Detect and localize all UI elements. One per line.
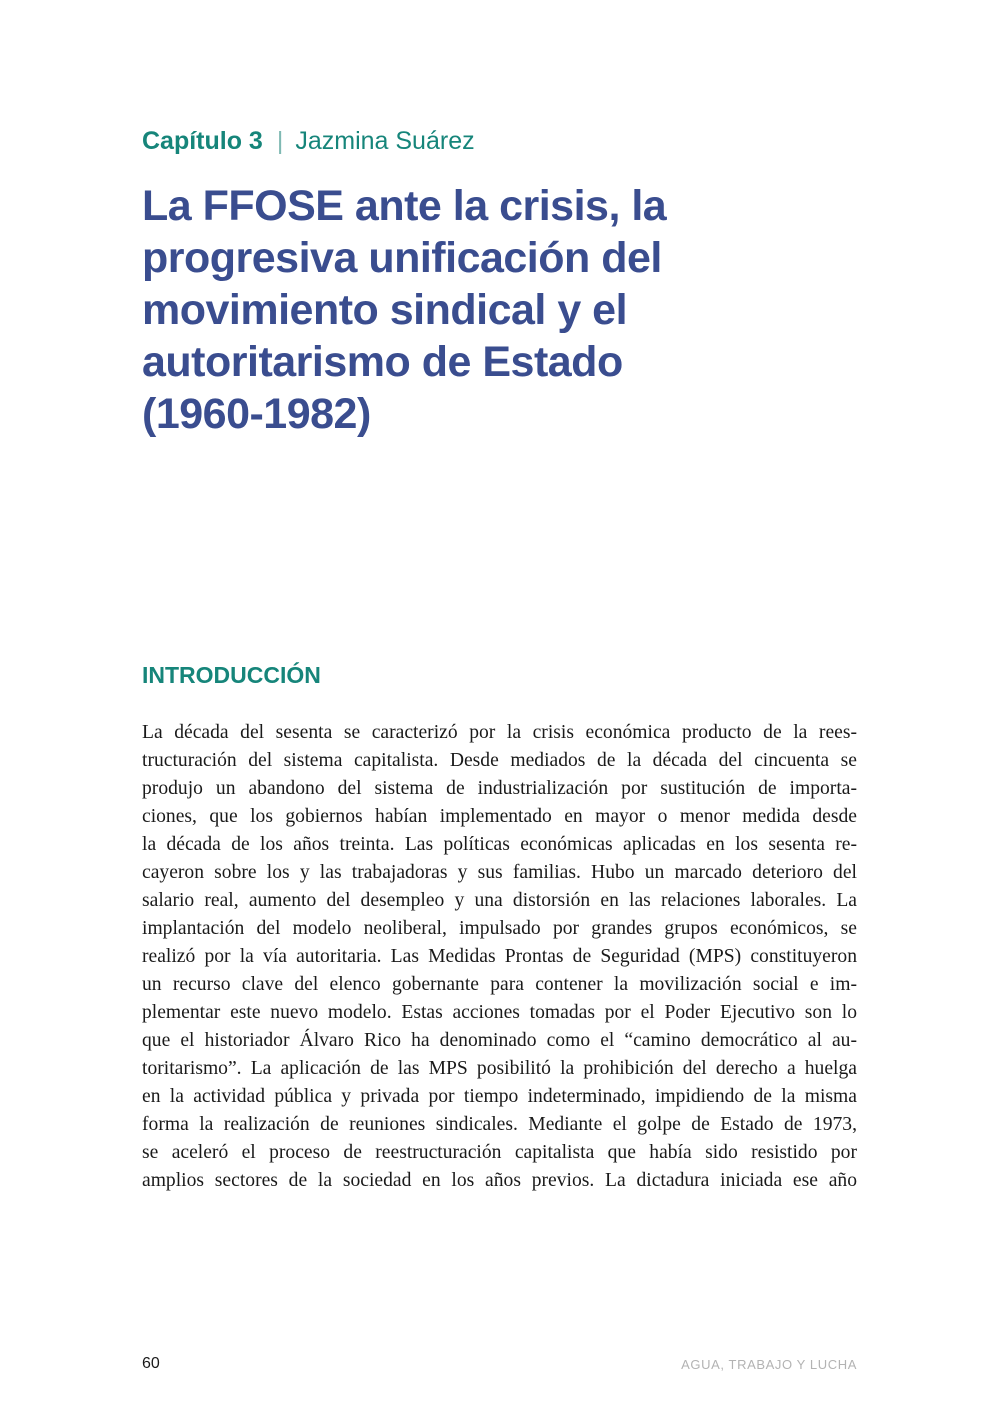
text-line: la década de los años treinta. Las políticas económicas aplicadas en los sesenta re- bbox=[142, 834, 857, 855]
text-line: salario real, aumento del desempleo y una distorsión en las relaciones laborales. La bbox=[142, 890, 857, 911]
title-line: autoritarismo de Estado bbox=[142, 338, 623, 386]
text-line: que el historiador Álvaro Rico ha denominado como el “camino democrático al au- bbox=[142, 1030, 857, 1051]
title-line: progresiva unificación del bbox=[142, 234, 662, 282]
text-line: se aceleró el proceso de reestructuración capitalista que había sido resistido por bbox=[142, 1142, 857, 1163]
section-heading: INTRODUCCIÓN bbox=[142, 662, 321, 688]
title-line: movimiento sindical y el bbox=[142, 286, 628, 334]
title-line: La FFOSE ante la crisis, la bbox=[142, 182, 667, 230]
running-footer-title: AGUA, TRABAJO Y LUCHA bbox=[681, 1357, 857, 1372]
body-paragraph bbox=[142, 719, 857, 1195]
text-line: plementar este nuevo modelo. Estas acciones tomadas por el Poder Ejecutivo son lo bbox=[142, 1002, 857, 1023]
text-line: tructuración del sistema capitalista. Desde mediados de la década del cincuenta se bbox=[142, 750, 857, 771]
header-separator: | bbox=[276, 127, 284, 155]
chapter-title bbox=[142, 180, 782, 440]
text-line: cayeron sobre los y las trabajadoras y sus familias. Hubo un marcado deterioro del bbox=[142, 862, 857, 883]
text-line: produjo un abandono del sistema de industrialización por sustitución de importa- bbox=[142, 778, 857, 799]
text-line: amplios sectores de la sociedad en los años previos. La dictadura iniciada ese año bbox=[142, 1170, 857, 1191]
text-line: un recurso clave del elenco gobernante para contener la movilización social e im- bbox=[142, 974, 857, 995]
chapter-number: Capítulo 3 bbox=[142, 127, 263, 155]
chapter-header bbox=[142, 124, 475, 158]
title-line: (1960-1982) bbox=[142, 390, 371, 438]
text-line: ciones, que los gobiernos habían implementado en mayor o menor medida desde bbox=[142, 806, 857, 827]
text-line: forma la realización de reuniones sindicales. Mediante el golpe de Estado de 1973, bbox=[142, 1114, 857, 1135]
chapter-author: Jazmina Suárez bbox=[295, 127, 475, 155]
text-line: toritarismo”. La aplicación de las MPS posibilitó la prohibición del derecho a huelga bbox=[142, 1058, 857, 1079]
text-line: realizó por la vía autoritaria. Las Medidas Prontas de Seguridad (MPS) constituyeron bbox=[142, 946, 857, 967]
text-line: La década del sesenta se caracterizó por la crisis económica producto de la rees- bbox=[142, 722, 857, 743]
page-number: 60 bbox=[142, 1355, 160, 1372]
text-line: implantación del modelo neoliberal, impulsado por grandes grupos económicos, se bbox=[142, 918, 857, 939]
text-line: en la actividad pública y privada por tiempo indeterminado, impidiendo de la misma bbox=[142, 1086, 857, 1107]
